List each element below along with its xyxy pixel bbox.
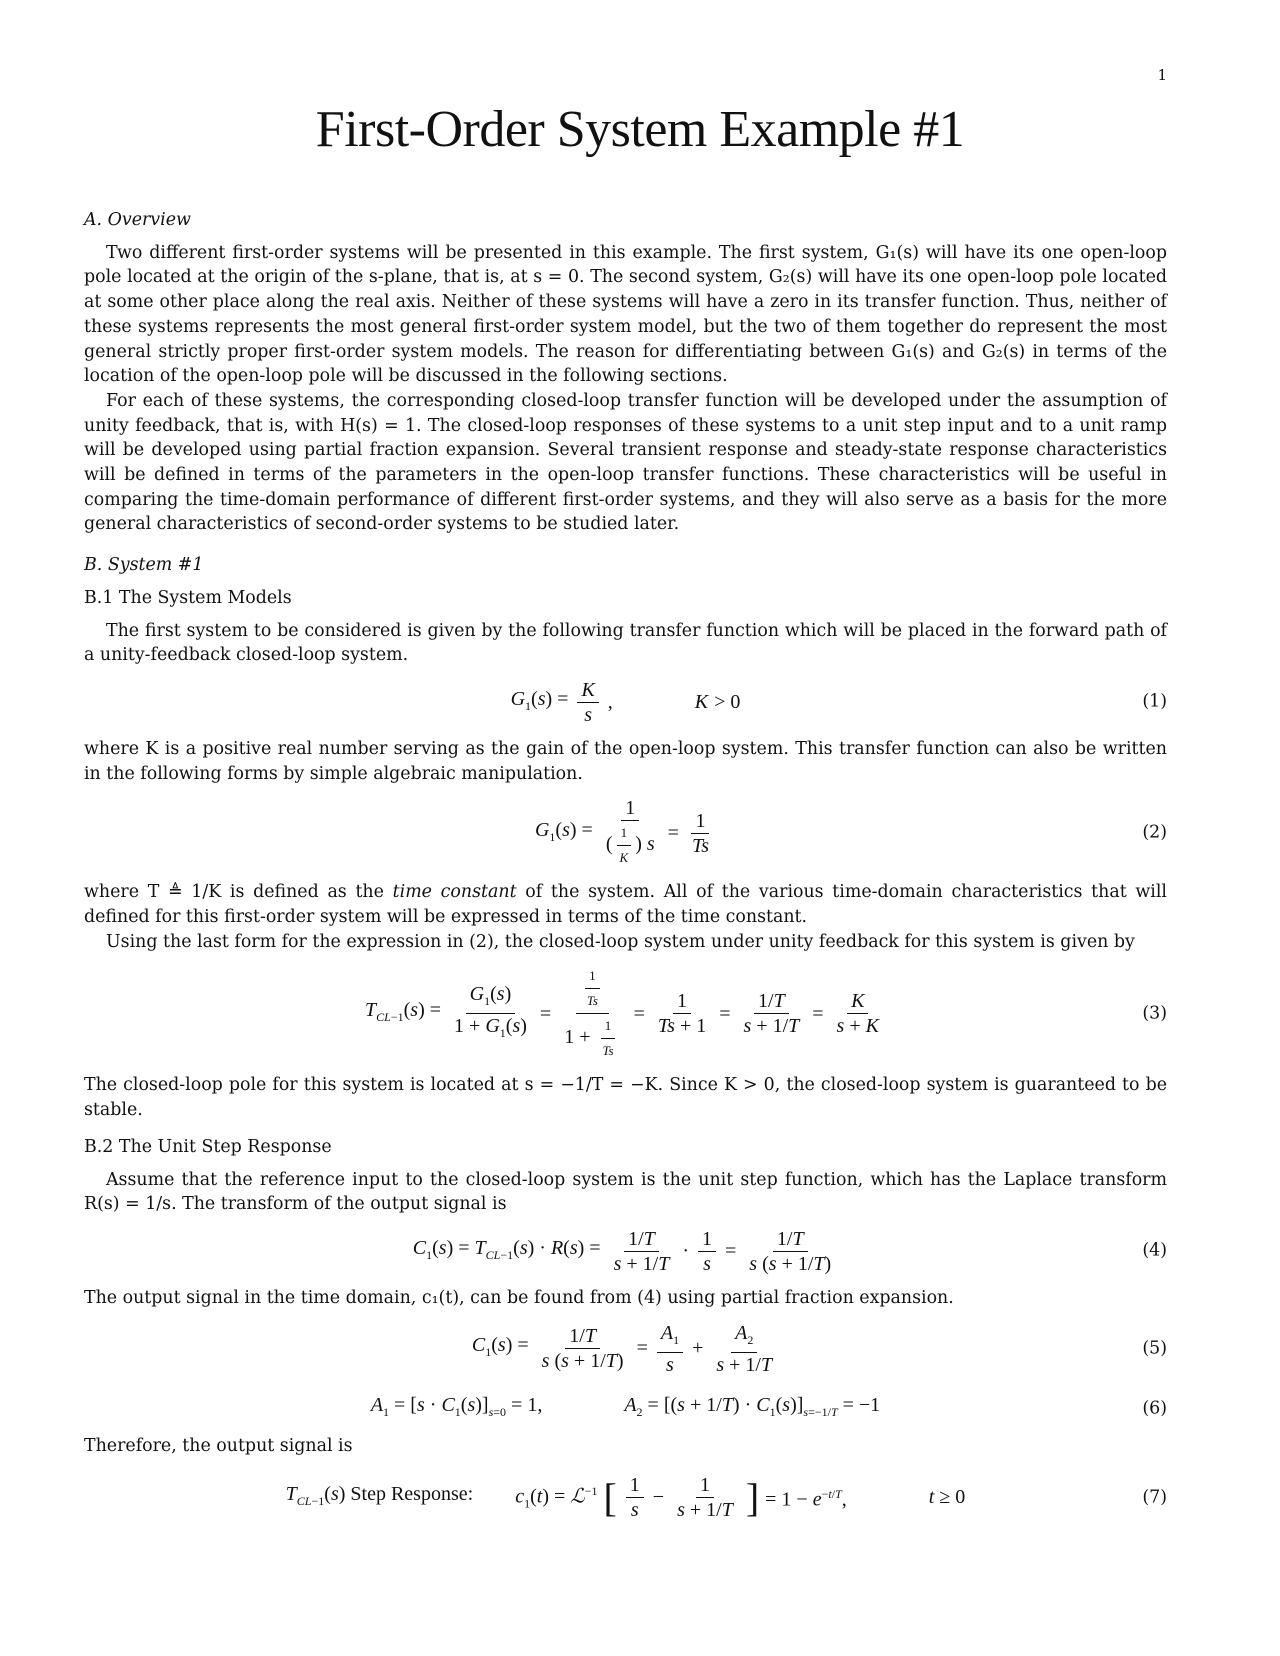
paragraph: Using the last form for the expression in (2), the closed-loop system under unity feedback for this system is given by	[106, 931, 1135, 952]
paragraph: Therefore, the output signal is	[84, 1436, 353, 1457]
paragraph: The first system to be considered is given by the following transfer function which will be placed in the forward path of a unity-feedback closed-loop system.	[84, 620, 1167, 666]
subsection-b1-heading: B.1 The System Models	[84, 587, 292, 608]
equation-3: $T_{CL-1}(s)$ = $\frac{G_1(s)}{1 + G_1(s)}$ = $\frac{1}{Ts}$ 1 + $\frac{1}{Ts}$ = $\frac{1}{Ts + 1}$ = $\frac{1/T}{s + 1/T}$ = $\frac{K}{s + K}$ (3)	[84, 964, 1167, 1063]
document-body	[84, 208, 1167, 1532]
equation-number: (5)	[1142, 1338, 1167, 1359]
paragraph: where T ≜ 1/K is defined as the time constant of the system. All of the various time-domain characteristics that will defined for this first-order system will be expressed in terms of the time constant.	[84, 882, 1167, 928]
section-b-heading: B. System #1	[84, 555, 204, 576]
equation-7: $T_{CL-1}(s)$ Step Response: $c_1(t)$ = ℒ$^{-1}$ [ $\frac{1}{s}$ − $\frac{1}{s + 1/T}$ ] = $1 - e^{-t/T}$, t ≥ 0 (7)	[285, 1474, 1167, 1522]
subsection-b2-heading: B.2 The Unit Step Response	[84, 1136, 332, 1157]
step-response-label: Step Response:	[350, 1482, 474, 1505]
equation-number: (3)	[1142, 1003, 1167, 1024]
equation-number: (4)	[1142, 1241, 1167, 1262]
equation-5: $C_1(s)$ = $\frac{1/T}{s (s + 1/T)}$ = $\frac{A_1}{s}$ + $\frac{A_2}{s + 1/T}$ (5)	[471, 1321, 1167, 1376]
page-title: First-Order System Example #1	[315, 101, 965, 158]
page-number: 1	[1157, 66, 1167, 84]
paragraph: Two different first-order systems will be presented in this example. The first system, G₁(s) will have its one open-loop pole located at the origin of the s-plane, that is, at s = 0. The second system, G₂(s) will have its one open-loop pole located at some other place along the real axis. Neither of these systems will have a zero in its transfer function. Thus, neither of these systems represents the most general first-order system model, but the two of them together do represent the most general strictly proper first-order system models. The reason for differentiating between G₁(s) and G₂(s) in terms of the location of the open-loop pole will be discussed in the following sections.	[84, 242, 1167, 387]
equation-4: $C_1(s) = T_{CL-1}(s) \cdot R(s)$ = $\frac{1/T}{s + 1/T}$ · $\frac{1}{s}$ = $\frac{1/T}{s (s + 1/T)}$ (4)	[412, 1227, 1167, 1275]
paragraph: where K is a positive real number serving as the gain of the open-loop system. This transfer function can also be written in the following forms by simple algebraic manipulation.	[84, 738, 1167, 784]
paragraph: The closed-loop pole for this system is located at s = −1/T = −K. Since K > 0, the closed-loop system is guaranteed to be stable.	[84, 1075, 1167, 1121]
paragraph: For each of these systems, the corresponding closed-loop transfer function will be developed under the assumption of unity feedback, that is, with H(s) = 1. The closed-loop responses of these systems to a unit step input and to a unit ramp will be developed using partial fraction expansion. Several transient response and steady-state response characteristics will be defined in terms of the parameters in the open-loop transfer functions. These characteristics will be useful in comparing the time-domain performance of different first-order systems, and they will also serve as a basis for the more general characteristics of second-order systems to be studied later.	[84, 390, 1167, 535]
section-a-heading: A. Overview	[84, 210, 191, 230]
paragraph: Assume that the reference input to the closed-loop system is the unit step function, which has the Laplace transform R(s) = 1/s. The transform of the output signal is	[84, 1169, 1167, 1215]
equation-2: $G_1(s)$ = 1 ( $\frac{1}{K}$ ) s = $\frac{1}{Ts}$ (2)	[534, 797, 1167, 866]
equation-1: $G_1(s)$ = $\frac{K}{s}$ , K > 0 (1)	[510, 678, 1167, 726]
paragraph: The output signal in the time domain, c₁(t), can be found from (4) using partial fraction expansion.	[84, 1287, 954, 1308]
equation-number: (6)	[1142, 1398, 1167, 1419]
equation-6: $A_1 = [s \cdot C_1(s)]_{s=0} = 1$, $A_2 = [(s + 1/T) \cdot C_1(s)]_{s=-1/T} = -1$ (6)	[84, 1393, 1167, 1425]
equation-number: (7)	[1142, 1487, 1167, 1508]
equation-number: (1)	[1142, 692, 1167, 713]
equation-number: (2)	[1142, 823, 1167, 844]
